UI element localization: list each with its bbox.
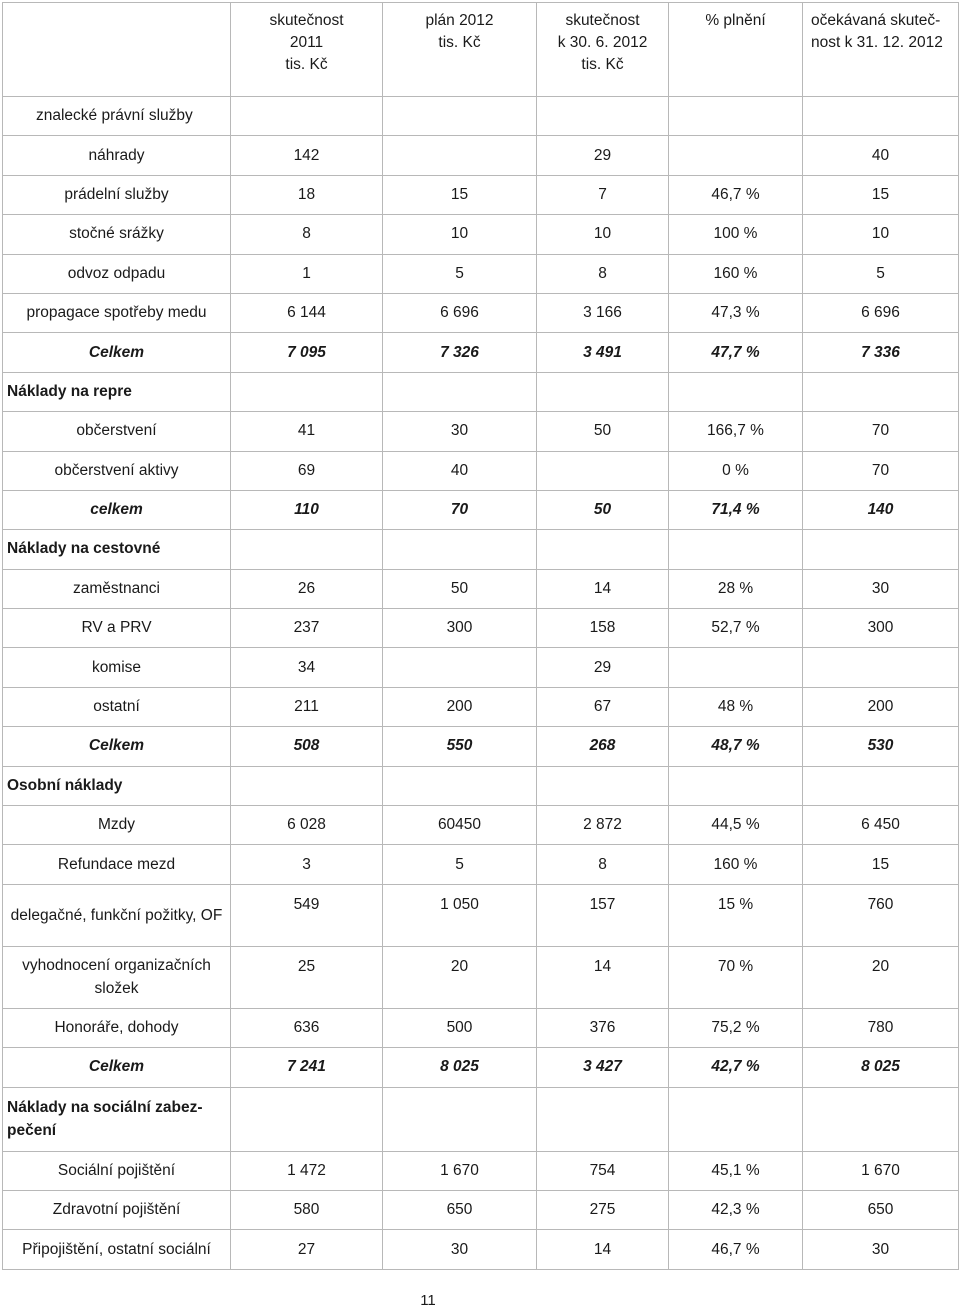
section-row [3, 766, 959, 805]
table-row [3, 451, 959, 490]
expected-dec-2012-cell: 300 [803, 609, 959, 648]
expected-dec-2012-cell: 8 025 [803, 1048, 959, 1087]
actual-2011-cell: 18 [231, 175, 383, 214]
row-label-cell: komise [3, 648, 231, 687]
empty-cell [231, 766, 383, 805]
actual-2011-cell: 41 [231, 412, 383, 451]
row-label-cell: RV a PRV [3, 609, 231, 648]
empty-cell [537, 530, 669, 569]
plan-2012-cell: 6 696 [383, 293, 537, 332]
section-row [3, 530, 959, 569]
plan-2012-cell: 30 [383, 1230, 537, 1269]
table-row [3, 254, 959, 293]
row-label-cell: Refundace mezd [3, 845, 231, 884]
actual-june-2012-cell: 8 [537, 254, 669, 293]
actual-2011-cell: 8 [231, 215, 383, 254]
expected-dec-2012-cell: 30 [803, 569, 959, 608]
total-row [3, 490, 959, 529]
actual-2011-cell: 1 [231, 254, 383, 293]
expected-dec-2012-cell: 40 [803, 136, 959, 175]
expected-dec-2012-cell: 5 [803, 254, 959, 293]
total-row [3, 333, 959, 372]
plan-2012-cell: 8 025 [383, 1048, 537, 1087]
fulfilment-percent-cell [669, 648, 803, 687]
fulfilment-percent-cell: 48,7 % [669, 727, 803, 766]
empty-cell [231, 1087, 383, 1151]
table-row [3, 687, 959, 726]
fulfilment-percent-cell: 52,7 % [669, 609, 803, 648]
table-row [3, 884, 959, 946]
table-row [3, 569, 959, 608]
header-line: tis. Kč [285, 56, 328, 73]
table-row [3, 136, 959, 175]
header-expected-dec-2012 [803, 3, 959, 97]
header-line: 2011 [289, 34, 324, 51]
actual-june-2012-cell: 50 [537, 412, 669, 451]
empty-cell [537, 97, 669, 136]
header-actual-2011 [231, 3, 383, 97]
table-row [3, 1230, 959, 1269]
plan-2012-cell: 5 [383, 845, 537, 884]
section-label: Náklady na sociální zabez-pečení [3, 1087, 231, 1151]
section-label: Náklady na repre [3, 372, 231, 411]
row-label-cell: Připojištění, ostatní sociální [3, 1230, 231, 1269]
row-label-cell: Mzdy [3, 806, 231, 845]
table-row [3, 806, 959, 845]
plan-2012-cell: 40 [383, 451, 537, 490]
fulfilment-percent-cell: 28 % [669, 569, 803, 608]
actual-2011-cell: 508 [231, 727, 383, 766]
plan-2012-cell: 200 [383, 687, 537, 726]
expected-dec-2012-cell: 780 [803, 1008, 959, 1047]
empty-cell [383, 1087, 537, 1151]
fulfilment-percent-cell: 75,2 % [669, 1008, 803, 1047]
expected-dec-2012-cell: 30 [803, 1230, 959, 1269]
fulfilment-percent-cell: 160 % [669, 845, 803, 884]
fulfilment-percent-cell: 42,7 % [669, 1048, 803, 1087]
expected-dec-2012-cell [803, 648, 959, 687]
expected-dec-2012-cell: 10 [803, 215, 959, 254]
actual-june-2012-cell: 275 [537, 1190, 669, 1229]
plan-2012-cell: 60450 [383, 806, 537, 845]
row-label-cell: Celkem [3, 1048, 231, 1087]
actual-june-2012-cell: 157 [537, 884, 669, 946]
empty-cell [231, 372, 383, 411]
actual-june-2012-cell: 376 [537, 1008, 669, 1047]
plan-2012-cell: 5 [383, 254, 537, 293]
fulfilment-percent-cell: 100 % [669, 215, 803, 254]
fulfilment-percent-cell: 0 % [669, 451, 803, 490]
header-line: tis. Kč [581, 56, 624, 73]
row-label-cell: Honoráře, dohody [3, 1008, 231, 1047]
actual-june-2012-cell: 3 427 [537, 1048, 669, 1087]
row-label-cell: Zdravotní pojištění [3, 1190, 231, 1229]
expected-dec-2012-cell: 70 [803, 412, 959, 451]
plan-2012-cell [383, 136, 537, 175]
header-line: tis. Kč [438, 34, 481, 51]
plan-2012-cell: 7 326 [383, 333, 537, 372]
header-fulfilment-percent [669, 3, 803, 97]
actual-2011-cell: 34 [231, 648, 383, 687]
section-label: Osobní náklady [3, 766, 231, 805]
row-label-cell: Sociální pojištění [3, 1151, 231, 1190]
expected-dec-2012-cell: 760 [803, 884, 959, 946]
fulfilment-percent-cell: 42,3 % [669, 1190, 803, 1229]
row-label-cell: občerstvení [3, 412, 231, 451]
header-actual-june-2012 [537, 3, 669, 97]
actual-june-2012-cell: 29 [537, 648, 669, 687]
empty-cell [383, 766, 537, 805]
table-row [3, 1008, 959, 1047]
table-row [3, 412, 959, 451]
plan-2012-cell: 50 [383, 569, 537, 608]
header-plan-2012 [383, 3, 537, 97]
actual-june-2012-cell: 8 [537, 845, 669, 884]
empty-cell [537, 766, 669, 805]
actual-2011-cell: 26 [231, 569, 383, 608]
plan-2012-cell: 550 [383, 727, 537, 766]
expected-dec-2012-cell: 650 [803, 1190, 959, 1229]
actual-2011-cell: 1 472 [231, 1151, 383, 1190]
header-line: očekávaná skuteč- [811, 12, 941, 29]
fulfilment-percent-cell: 44,5 % [669, 806, 803, 845]
expected-dec-2012-cell: 6 450 [803, 806, 959, 845]
empty-cell [537, 372, 669, 411]
actual-june-2012-cell: 10 [537, 215, 669, 254]
empty-cell [669, 97, 803, 136]
actual-june-2012-cell: 158 [537, 609, 669, 648]
expected-dec-2012-cell: 15 [803, 845, 959, 884]
plan-2012-cell: 15 [383, 175, 537, 214]
actual-june-2012-cell: 268 [537, 727, 669, 766]
empty-cell [669, 766, 803, 805]
section-label: znalecké právní služby [3, 97, 231, 136]
plan-2012-cell: 1 050 [383, 884, 537, 946]
actual-june-2012-cell: 67 [537, 687, 669, 726]
empty-cell [669, 1087, 803, 1151]
actual-june-2012-cell [537, 451, 669, 490]
plan-2012-cell: 10 [383, 215, 537, 254]
fulfilment-percent-cell: 160 % [669, 254, 803, 293]
actual-june-2012-cell: 29 [537, 136, 669, 175]
row-label-cell: delegačné, funkční požitky, OF [3, 884, 231, 946]
actual-2011-cell: 6 028 [231, 806, 383, 845]
empty-cell [803, 1087, 959, 1151]
fulfilment-percent-cell: 46,7 % [669, 175, 803, 214]
table-row [3, 1190, 959, 1229]
row-label-cell: vyhodnocení organizačních složek [3, 946, 231, 1008]
header-blank-cell [3, 3, 231, 97]
table-row [3, 946, 959, 1008]
page-number: 11 [420, 1292, 436, 1309]
empty-cell [537, 1087, 669, 1151]
fulfilment-percent-cell: 46,7 % [669, 1230, 803, 1269]
actual-2011-cell: 7 095 [231, 333, 383, 372]
actual-2011-cell: 110 [231, 490, 383, 529]
plan-2012-cell: 20 [383, 946, 537, 1008]
table-row [3, 1151, 959, 1190]
plan-2012-cell: 500 [383, 1008, 537, 1047]
expected-dec-2012-cell: 20 [803, 946, 959, 1008]
row-label-cell: ostatní [3, 687, 231, 726]
fulfilment-percent-cell [669, 136, 803, 175]
actual-june-2012-cell: 3 491 [537, 333, 669, 372]
section-row [3, 1087, 959, 1151]
total-row [3, 727, 959, 766]
expected-dec-2012-cell: 6 696 [803, 293, 959, 332]
header-row [3, 3, 959, 97]
row-label-cell: stočné srážky [3, 215, 231, 254]
actual-june-2012-cell: 50 [537, 490, 669, 529]
section-label: Náklady na cestovné [3, 530, 231, 569]
actual-june-2012-cell: 2 872 [537, 806, 669, 845]
actual-june-2012-cell: 3 166 [537, 293, 669, 332]
empty-cell [803, 372, 959, 411]
header-line: nost k 31. 12. 2012 [811, 34, 943, 51]
fulfilment-percent-cell: 47,3 % [669, 293, 803, 332]
actual-2011-cell: 211 [231, 687, 383, 726]
empty-cell [669, 372, 803, 411]
actual-2011-cell: 580 [231, 1190, 383, 1229]
plan-2012-cell: 1 670 [383, 1151, 537, 1190]
table-row [3, 293, 959, 332]
row-label-cell: celkem [3, 490, 231, 529]
row-label-cell: náhrady [3, 136, 231, 175]
expected-dec-2012-cell: 140 [803, 490, 959, 529]
empty-cell [231, 97, 383, 136]
actual-june-2012-cell: 754 [537, 1151, 669, 1190]
fulfilment-percent-cell: 15 % [669, 884, 803, 946]
empty-cell [383, 372, 537, 411]
empty-cell [803, 97, 959, 136]
fulfilment-percent-cell: 47,7 % [669, 333, 803, 372]
expected-dec-2012-cell: 530 [803, 727, 959, 766]
empty-cell [383, 530, 537, 569]
table-body [3, 3, 959, 1270]
table-row [3, 845, 959, 884]
empty-cell [803, 766, 959, 805]
header-line: skutečnost [269, 12, 344, 29]
table-row [3, 215, 959, 254]
actual-2011-cell: 6 144 [231, 293, 383, 332]
actual-2011-cell: 636 [231, 1008, 383, 1047]
row-label-cell: odvoz odpadu [3, 254, 231, 293]
fulfilment-percent-cell: 166,7 % [669, 412, 803, 451]
fulfilment-percent-cell: 45,1 % [669, 1151, 803, 1190]
row-label-cell: občerstvení aktivy [3, 451, 231, 490]
actual-june-2012-cell: 14 [537, 1230, 669, 1269]
actual-2011-cell: 3 [231, 845, 383, 884]
actual-2011-cell: 237 [231, 609, 383, 648]
actual-2011-cell: 69 [231, 451, 383, 490]
plan-2012-cell [383, 648, 537, 687]
expected-dec-2012-cell: 1 670 [803, 1151, 959, 1190]
actual-june-2012-cell: 14 [537, 569, 669, 608]
table-row [3, 609, 959, 648]
header-line: plán 2012 [425, 12, 494, 29]
expected-dec-2012-cell: 70 [803, 451, 959, 490]
actual-2011-cell: 27 [231, 1230, 383, 1269]
header-line: k 30. 6. 2012 [557, 34, 648, 51]
row-label-cell: prádelní služby [3, 175, 231, 214]
header-line: skutečnost [565, 12, 640, 29]
fulfilment-percent-cell: 70 % [669, 946, 803, 1008]
table-row [3, 648, 959, 687]
empty-cell [231, 530, 383, 569]
section-row [3, 97, 959, 136]
empty-cell [383, 97, 537, 136]
actual-2011-cell: 142 [231, 136, 383, 175]
row-label-cell: propagace spotřeby medu [3, 293, 231, 332]
fulfilment-percent-cell: 48 % [669, 687, 803, 726]
row-label-cell: zaměstnanci [3, 569, 231, 608]
expected-dec-2012-cell: 7 336 [803, 333, 959, 372]
empty-cell [669, 530, 803, 569]
fulfilment-percent-cell: 71,4 % [669, 490, 803, 529]
plan-2012-cell: 70 [383, 490, 537, 529]
plan-2012-cell: 650 [383, 1190, 537, 1229]
header-line: % plnění [705, 12, 766, 29]
section-row [3, 372, 959, 411]
actual-2011-cell: 549 [231, 884, 383, 946]
row-label-cell: Celkem [3, 727, 231, 766]
total-row [3, 1048, 959, 1087]
plan-2012-cell: 30 [383, 412, 537, 451]
plan-2012-cell: 300 [383, 609, 537, 648]
row-label-cell: Celkem [3, 333, 231, 372]
actual-june-2012-cell: 14 [537, 946, 669, 1008]
table-row [3, 175, 959, 214]
actual-2011-cell: 25 [231, 946, 383, 1008]
empty-cell [803, 530, 959, 569]
actual-2011-cell: 7 241 [231, 1048, 383, 1087]
expected-dec-2012-cell: 15 [803, 175, 959, 214]
actual-june-2012-cell: 7 [537, 175, 669, 214]
expected-dec-2012-cell: 200 [803, 687, 959, 726]
budget-table [2, 2, 959, 1270]
